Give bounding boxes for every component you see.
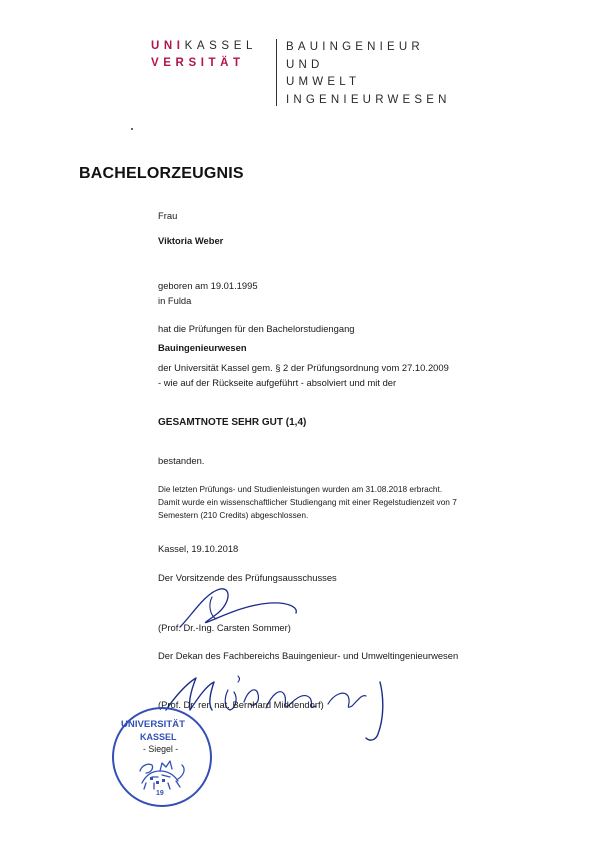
chair-title: Der Vorsitzende des Prüfungsausschusses [158, 572, 337, 583]
dean-title: Der Dekan des Fachbereichs Bauingenieur- und Umweltingenieurwesen [158, 650, 459, 661]
recipient-name: Viktoria Weber [158, 235, 224, 246]
logo-line-2: VERSITÄT [151, 57, 245, 69]
program-name: Bauingenieurwesen [158, 342, 247, 353]
completion-note-1: Die letzten Prüfungs- und Studienleistungen wurden am 31.08.2018 erbracht. [158, 484, 443, 494]
overall-grade: GESAMTNOTE SEHR GUT (1,4) [158, 417, 307, 428]
passed-text: bestanden. [158, 455, 205, 466]
reference-text: - wie auf der Rückseite aufgeführt - absolviert und mit der [158, 377, 397, 388]
salutation: Frau [158, 210, 178, 221]
dean-name: (Prof. Dr. rer. nat. Bernhard Middendorf) [158, 699, 324, 710]
regulation-text: der Universität Kassel gem. § 2 der Prüfungsordnung vom 27.10.2009 [158, 362, 449, 373]
faculty-line: UMWELT [286, 76, 361, 88]
birth-date: geboren am 19.01.1995 [158, 280, 258, 291]
completion-note-3: Semestern (210 Credits) abgeschlossen. [158, 510, 309, 520]
official-seal [112, 707, 212, 807]
faculty-line: INGENIEURWESEN [286, 93, 451, 106]
lion-emblem-icon [132, 753, 190, 793]
logo-uni: UNI [151, 40, 185, 52]
letterhead-divider [276, 39, 277, 106]
punch-mark [131, 128, 133, 130]
seal-text-label: - Siegel - [143, 744, 179, 754]
seal-text-university: UNIVERSITÄT [121, 719, 185, 730]
completion-note-2: Damit wurde ein wissenschaftlicher Studiengang mit einer Regelstudienzeit von 7 [158, 497, 457, 507]
faculty-name [286, 39, 451, 109]
seal-year: 19 [156, 790, 164, 797]
logo-line-1 [151, 39, 257, 53]
chair-name: (Prof. Dr.-Ing. Carsten Sommer) [158, 622, 291, 633]
faculty-line: BAUINGENIEUR [286, 41, 424, 53]
document-title: BACHELORZEUGNIS [79, 165, 244, 182]
birthplace: in Fulda [158, 295, 192, 306]
logo-kassel: KASSEL [184, 40, 257, 52]
place-and-date: Kassel, 19.10.2018 [158, 543, 239, 554]
faculty-line: UND [286, 58, 324, 71]
exam-intro: hat die Prüfungen für den Bachelorstudiengang [158, 323, 355, 334]
seal-text-city: KASSEL [140, 732, 177, 742]
